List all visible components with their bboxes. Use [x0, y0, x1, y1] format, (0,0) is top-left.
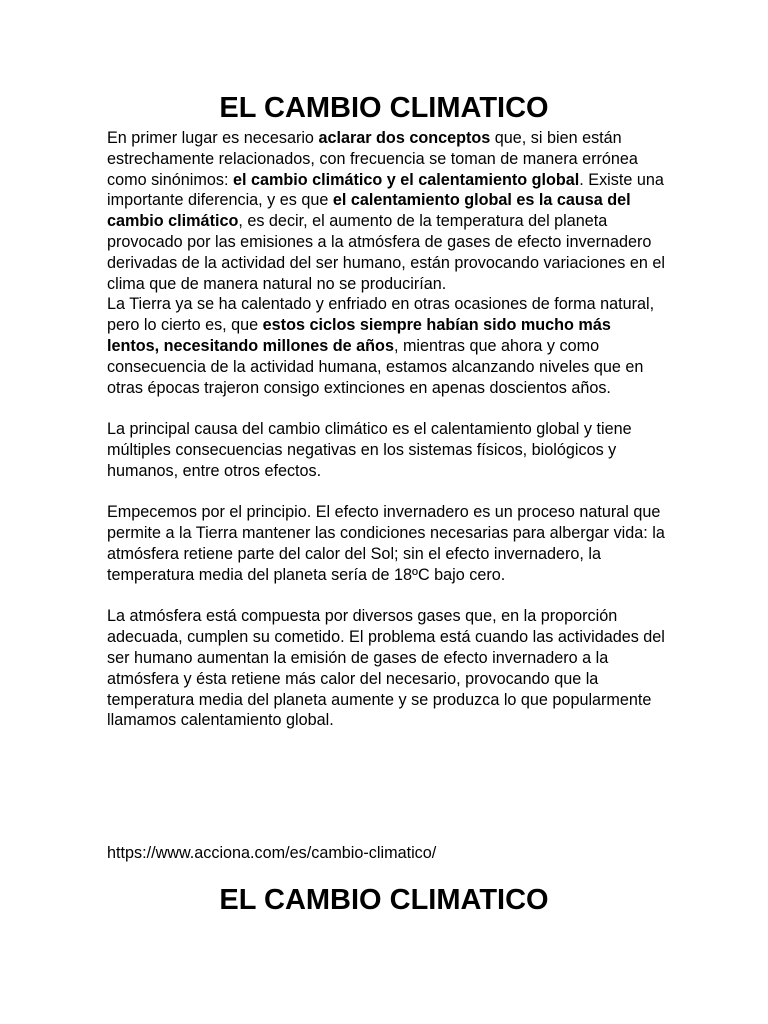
- text-run: En primer lugar es necesario: [107, 129, 319, 147]
- paragraph-efecto-invernadero: Empecemos por el principio. El efecto invernadero es un proceso natural que permite a la Tierra mantener las condiciones necesarias para albergar vida: la atmósfera retiene parte del calor del Sol; sin el efecto invernadero, la temperatura media del planeta sería de 18ºC bajo cero.: [107, 503, 665, 584]
- text-run: , es decir, el aumento de la temperatura del planeta provocado por las emisiones a la atmósfera de gases de efecto invernadero derivadas de la actividad del ser humano, están provocando variaciones en el clima que de manera natural no se producirían.: [107, 212, 665, 293]
- text-run: que, si bien están estrechamente relacionados, con frecuencia se toman de manera errónea como sinónimos:: [107, 129, 638, 189]
- paragraph-atmosfera: La atmósfera está compuesta por diversos gases que, en la proporción adecuada, cumplen su cometido. El problema está cuando las actividades del ser humano aumentan la emisión de gases de efecto invernadero a la atmósfera y ésta retiene más calor del necesario, provocando que la temperatura media del planeta aumente y se produzca lo que popularmente llamamos calentamiento global.: [107, 607, 665, 730]
- paragraph-spacer: [107, 398, 667, 419]
- paragraph-ciclos: [107, 294, 667, 398]
- next-page-title: EL CAMBIO CLIMATICO: [219, 884, 549, 916]
- text-run: La Tierra ya se ha calentado y enfriado en otras ocasiones de forma natural, pero lo cierto es, que: [107, 295, 655, 335]
- document-body: [107, 128, 667, 731]
- paragraph-spacer: [107, 482, 667, 503]
- source-link[interactable]: https://www.acciona.com/es/cambio-climatico/: [107, 844, 437, 862]
- bold-run: el calentamiento global es la causa del cambio climático: [107, 191, 631, 231]
- paragraph-spacer: [107, 586, 667, 607]
- text-run: , mientras que ahora y como consecuencia de la actividad humana, estamos alcanzando niveles que en otras épocas trajeron consigo extinciones en apenas doscientos años.: [107, 336, 644, 397]
- bold-run: estos ciclos siempre habían sido mucho más lentos, necesitando millones de años: [107, 316, 611, 355]
- bold-run: el cambio climático y el calentamiento global: [232, 170, 580, 189]
- bold-run: aclarar dos conceptos: [318, 129, 491, 147]
- paragraph-conceptos: [107, 128, 667, 294]
- page-title: EL CAMBIO CLIMATICO: [219, 92, 549, 124]
- text-run: . Existe una importante diferencia, y es que: [107, 170, 664, 210]
- paragraph-causa: La principal causa del cambio climático es el calentamiento global y tiene múltiples consecuencias negativas en los sistemas físicos, biológicos y humanos, entre otros efectos.: [107, 420, 632, 480]
